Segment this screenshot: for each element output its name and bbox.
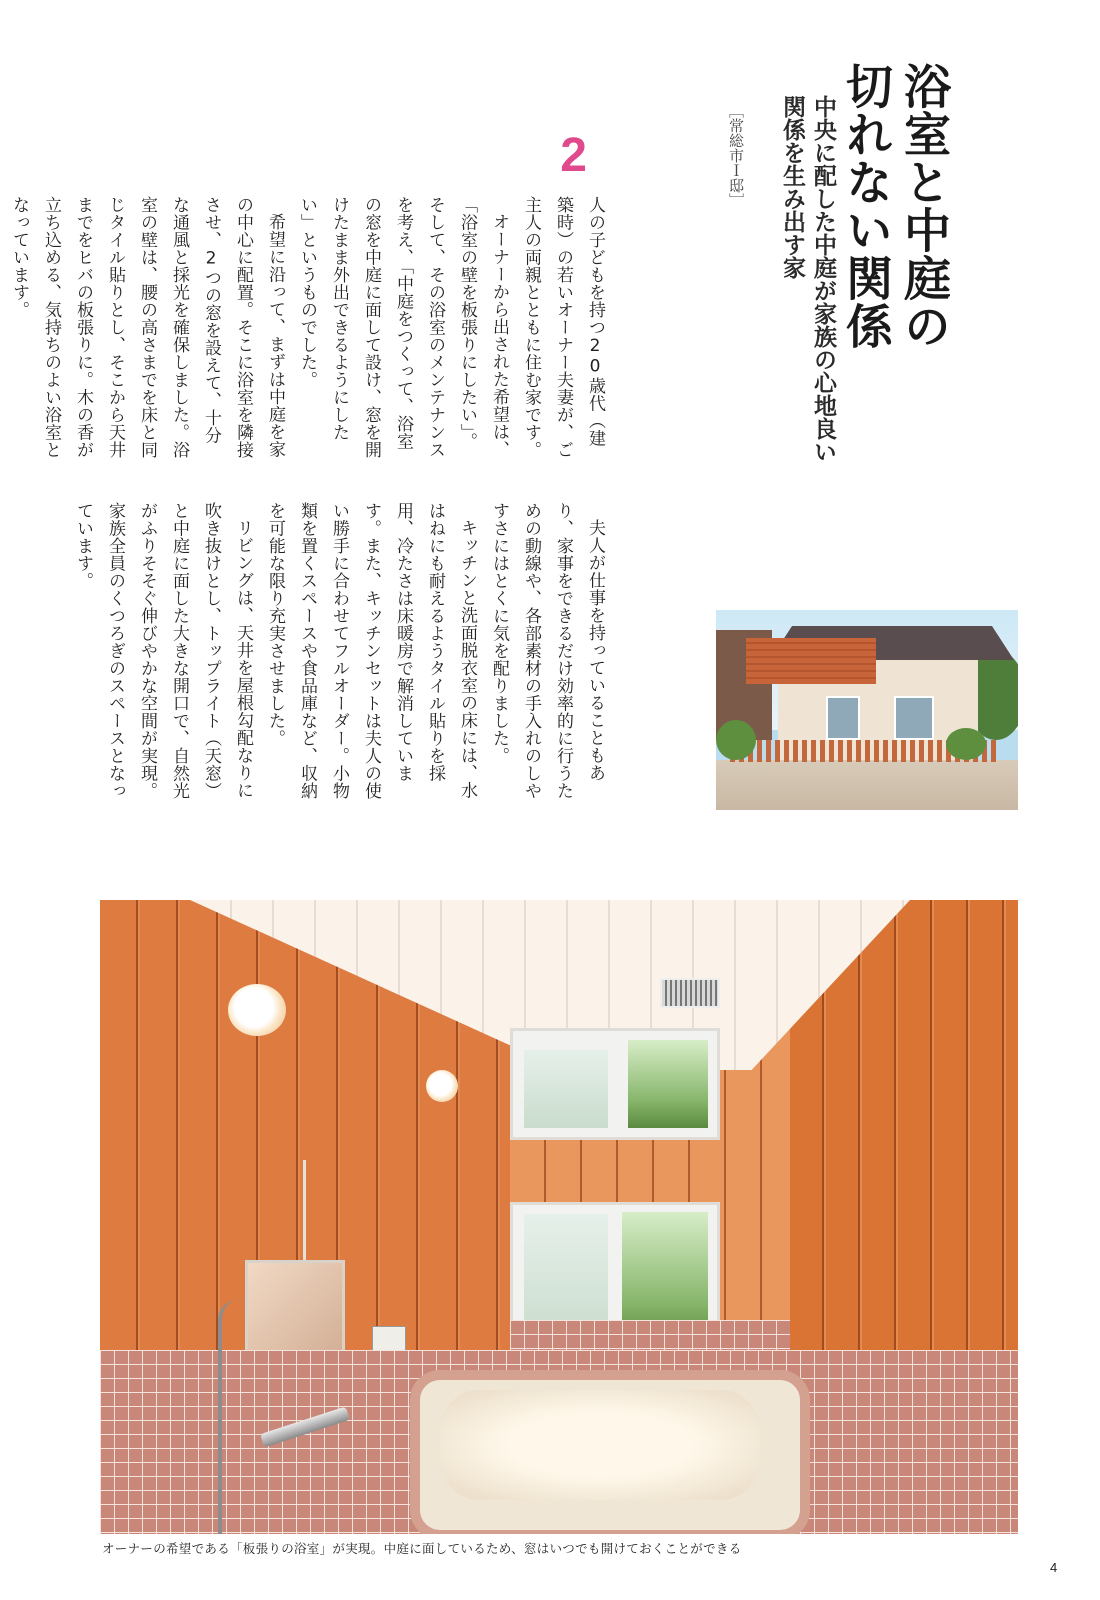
paragraph: 人の子どもを持つ20歳代（建築時）の若いオーナー夫妻が、ご主人の両親とともに住む家です。 <box>521 196 605 459</box>
paragraph: 希望に沿って、まずは中庭を家の中心に配置。そこに浴室を隣接させ、2つの窓を設えて、十分な通風と採光を確保しました。浴室の壁は、腰の高さまでを床と同じタイル貼りとし、そこから天井までをヒバの板張りに。木の香が立ち込める、気持ちのよい浴室となっています。 <box>9 196 285 459</box>
house-exterior-photo <box>716 610 1018 810</box>
page-subtitle: 中央に配した中庭が家族の心地良い関係を生み出す家 <box>779 95 836 463</box>
body-text-upper <box>3 196 611 459</box>
paragraph: リビングは、天井を屋根勾配なりに吹き抜けとし、トップライト（天窓）と中庭に面した大きな開口で、自然光がふりそそぐ伸びやかな空間が実現。家族全員のくつろぎのスペースとなっています。 <box>73 502 253 800</box>
page-number: 4 <box>1050 1560 1058 1575</box>
page-title: 浴室と中庭の切れない関係 <box>838 62 951 350</box>
paragraph: キッチンと洗面脱衣室の床には、水はねにも耐えるようタイル貼りを採用、冷たさは床暖房で解消しています。また、キッチンセットは夫人の使い勝手に合わせてフルオーダー。小物類を置くスペースや食品庫など、収納を可能な限り充実させました。 <box>265 502 477 800</box>
body-text-lower <box>67 502 611 812</box>
paragraph: オーナーから出された希望は、「浴室の壁を板張りにしたい」。そして、その浴室のメンテナンスを考え、「中庭をつくって、浴室の窓を中庭に面して設け、窓を開けたまま外出できるようにしたい」というものでした。 <box>297 196 509 459</box>
bathroom-photo <box>100 900 1018 1534</box>
photo-caption: オーナーの希望である「板張りの浴室」が実現。中庭に面しているため、窓はいつでも開けておくことができる <box>102 1541 742 1556</box>
location-label: ［常総市Ｉ邸］ <box>727 103 745 208</box>
section-number: 2 <box>560 129 587 182</box>
paragraph: 夫人が仕事を持っていることもあり、家事をできるだけ効率的に行うための動線や、各部素材の手入れのしやすさにはとくに気を配りました。 <box>489 502 605 800</box>
